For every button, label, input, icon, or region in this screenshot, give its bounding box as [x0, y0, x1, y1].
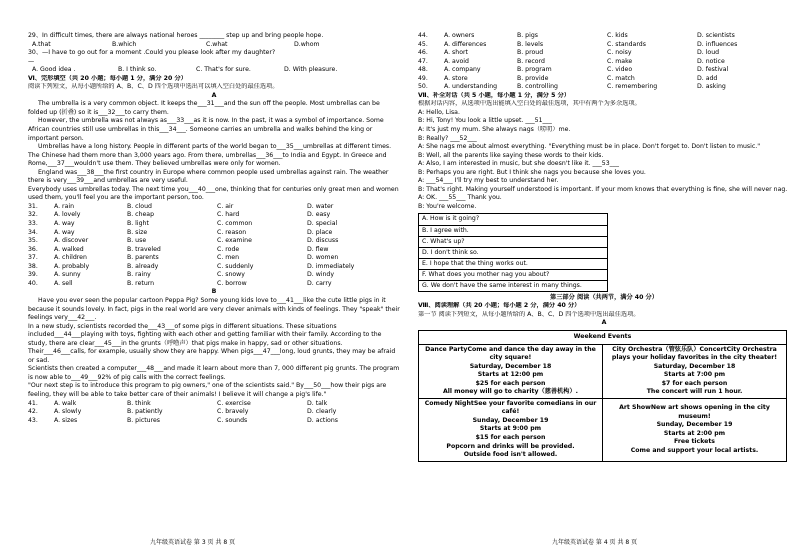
choice-item[interactable]: F. What does you mother nag you about?: [419, 270, 607, 281]
dialogue-line: B: You're welcome.: [418, 202, 477, 210]
dialogue-line: A: It's just my mum. She always nags（唠叨）me.: [418, 126, 571, 134]
option-d[interactable]: D. easy: [307, 211, 331, 219]
option-row: [28, 408, 400, 417]
option-d[interactable]: D. scientists: [697, 32, 735, 39]
option-c[interactable]: C. hard: [217, 211, 240, 219]
option-c[interactable]: C. examine: [217, 237, 252, 245]
option-d[interactable]: D. special: [307, 220, 338, 228]
question-number: 49.: [418, 74, 428, 82]
option-b[interactable]: B. provide: [517, 74, 549, 82]
option-d[interactable]: D. loud: [697, 49, 720, 57]
option-b[interactable]: B. controlling: [517, 83, 558, 91]
option-c[interactable]: C. snowy: [217, 271, 245, 279]
option-b[interactable]: B. parents: [127, 254, 159, 262]
question-number: 45.: [418, 40, 428, 48]
section8-instructions: 第一节 阅读下列短文，从每小题所给的 A、B、C、D 四个选项中选出最佳选项。: [418, 310, 640, 318]
dialogue-line: B: Well, all the parents like saying these words to their kids.: [418, 151, 604, 159]
option-c[interactable]: C. sounds: [217, 416, 248, 424]
option-a[interactable]: A. short: [444, 49, 468, 57]
option-a[interactable]: A. understanding: [444, 83, 498, 91]
event-time: Starts at 2:00 pm: [663, 429, 726, 437]
dialogue-line: A: ___54___ I'll try my best to understand her.: [418, 177, 559, 185]
option-row: [28, 254, 400, 263]
question-number: 42.: [28, 408, 38, 416]
option-a[interactable]: A. discover: [54, 237, 89, 245]
section6-title: Ⅵ、完形填空（共 20 小题；每小题 1 分，满分 20 分）: [28, 74, 187, 82]
option-a[interactable]: A. rain: [54, 202, 75, 210]
option-c[interactable]: C. remembering: [607, 83, 658, 91]
option-c[interactable]: C. standards: [607, 40, 646, 48]
option-c[interactable]: C. kids: [607, 32, 628, 39]
question-number: 43.: [28, 416, 38, 424]
option-c[interactable]: C. men: [217, 254, 240, 262]
event-price: Free tickets: [674, 438, 715, 446]
option-row: [28, 237, 400, 246]
question-number: 46.: [418, 49, 428, 57]
option-c[interactable]: C. rode: [217, 245, 240, 253]
left-page: [28, 32, 400, 425]
option-a[interactable]: A. walked: [54, 245, 84, 253]
passage-b-label: B: [211, 288, 217, 296]
option-a[interactable]: A. probably: [54, 262, 90, 270]
option-row: [28, 220, 400, 229]
event-note: The concert will run 1 hour.: [646, 388, 743, 396]
passage-b-para-3: Scientists then created a computer___48___and made it learn about more than 7, 000 different pig grunts. The program is now able to___49___92% of pig calls with the correct feelings.: [28, 365, 400, 381]
option-b[interactable]: B. return: [127, 279, 155, 287]
option-d[interactable]: D. windy: [307, 271, 334, 279]
question-number: 50.: [418, 83, 428, 91]
q29-options: [28, 41, 400, 50]
option-a[interactable]: A. lovely: [54, 211, 81, 219]
question-number: 31.: [28, 202, 38, 210]
option-d[interactable]: D. flew: [307, 245, 329, 253]
option-a[interactable]: A. avoid: [444, 57, 469, 65]
passage-b-para-4: "Our next step is to introduce this program to pig owners," one of the scientists said." By___50___how their pigs are feeling, they will be able to take better care of their animals! I believe it will change a pig's life.": [28, 382, 387, 398]
option-b[interactable]: B. think: [127, 399, 151, 407]
q29-option-d[interactable]: D.whom: [294, 40, 320, 48]
q30-answer-line: —: [28, 57, 35, 65]
question-number: 34.: [28, 228, 38, 236]
option-d[interactable]: D. clearly: [307, 408, 337, 416]
event-time: Starts at 7:00 pm: [663, 371, 726, 379]
passage-a-label: A: [211, 91, 217, 99]
section6-instructions: 阅读下列短文，从每小题所给的 A、B、C、D 四个选项中选出可以填入空白处的最佳选项。: [28, 83, 279, 91]
left-page-footer: 九年级英语试卷 第 3 页 共 8 页: [150, 539, 236, 546]
event-date: Sunday, December 19: [656, 421, 733, 429]
option-d[interactable]: D. talk: [307, 399, 328, 407]
q29-option-a[interactable]: A.that: [32, 40, 51, 48]
option-d[interactable]: D. carry: [307, 279, 332, 287]
option-b[interactable]: B. size: [127, 228, 148, 236]
passage-b-para-2: In a new study, scientists recorded the___43___of some pigs in different situations. These situations included___44___playing with toys, fighting with each other and getting familiar with their family. According to the study, there are clear___45___in the grunts（呼噜声）that pigs make in happy, sad or other situations. Their___46___calls, for example, usually show they are happy. When pigs___47___long, loud grunts, they may be afraid or sad.: [28, 322, 396, 364]
option-d[interactable]: D. women: [307, 254, 339, 262]
option-b[interactable]: B. use: [127, 237, 147, 245]
option-a[interactable]: A. way: [54, 228, 75, 236]
event-price: $7 for each person: [661, 379, 728, 387]
option-d[interactable]: D. place: [307, 228, 333, 236]
event-title: City Orchestra（管弦乐队）ConcertCity Orchestra plays your holiday favorites in the city theater!: [611, 345, 778, 362]
part3-title: 第三部分 阅读（共两节，满分 40 分）: [550, 293, 658, 301]
option-b[interactable]: B. rainy: [127, 271, 151, 279]
weekend-events-table: [418, 330, 787, 462]
option-a[interactable]: A. walk: [54, 399, 77, 407]
option-d[interactable]: D. festival: [697, 66, 729, 74]
reading-a-label: A: [601, 319, 607, 327]
dialogue-line: B: Perhaps you are right. But I think she nags you because she loves you.: [418, 168, 646, 176]
option-row: [28, 229, 400, 238]
table-header: Weekend Events: [419, 331, 787, 345]
choice-item[interactable]: E. I hope that the thing works out.: [419, 259, 607, 270]
question-number: 41.: [28, 399, 38, 407]
event-title: Comedy NightSee your favorite comedians in our café!: [424, 399, 597, 416]
option-a[interactable]: A. company: [444, 66, 481, 74]
dialogue-choices-box: [418, 213, 608, 291]
option-a[interactable]: A. children: [54, 254, 87, 262]
event-date: Saturday, December 18: [653, 362, 736, 370]
option-row: [418, 49, 790, 58]
passage-a-para-2: However, the umbrella was not always as___33___as it is now. In the past, it was a symbol of importance. Some African countries still use umbrellas in this___34___. Someone carries an umbrella and walks behind the king or important person.: [28, 117, 384, 142]
option-row: [418, 32, 790, 41]
choice-item[interactable]: C. What's up?: [419, 237, 607, 248]
dialogue-line: A: She nags me about almost everything. "Everything must be in place. Don't forget to. Don't listen to music.": [418, 143, 761, 151]
question-number: 36.: [28, 245, 38, 253]
option-b[interactable]: B. program: [517, 66, 552, 74]
section8-title: Ⅷ、阅读理解（共 20 小题；每小题 2 分，满分 40 分）: [418, 302, 581, 310]
q30-option-d[interactable]: D. With pleasure.: [284, 66, 338, 74]
option-b[interactable]: B. cloud: [127, 202, 152, 210]
option-c[interactable]: C. borrow: [217, 279, 247, 287]
option-b[interactable]: B. patiently: [127, 408, 163, 416]
option-b[interactable]: B. already: [127, 262, 159, 270]
option-row: [418, 58, 790, 67]
q30-option-c[interactable]: C. That's for sure.: [196, 66, 251, 74]
dialogue-line: A: OK. ___55___ Thank you.: [418, 194, 502, 202]
q30-option-b[interactable]: B. I think so.: [118, 66, 157, 74]
option-d[interactable]: D. asking: [697, 83, 726, 91]
question-number: 33.: [28, 220, 38, 228]
q30-stem: 30、—I have to go out for a moment .Could you please look after my daughter?: [28, 49, 276, 57]
right-page: [418, 32, 790, 462]
q30-options: [28, 66, 400, 75]
option-row: [28, 263, 400, 272]
option-b[interactable]: B. traveled: [127, 245, 161, 253]
section7-title: Ⅶ、补全对话（共 5 小题，每小题 1 分，满分 5 分）: [418, 91, 570, 99]
question-number: 32.: [28, 211, 38, 219]
option-b[interactable]: B. pigs: [517, 32, 538, 39]
option-row: [28, 400, 400, 409]
option-row: [418, 75, 790, 84]
question-number: 48.: [418, 66, 428, 74]
option-c[interactable]: C. bravely: [217, 408, 249, 416]
option-c[interactable]: C. suddenly: [217, 262, 254, 270]
question-number: 40.: [28, 279, 38, 287]
passage-a-para-5: Everybody uses umbrellas today. The next time you___40___one, thinking that for centuries only great men and women used them, you'll feel you are the important person, too.: [28, 185, 399, 202]
option-c[interactable]: C. match: [607, 74, 635, 82]
option-row: [28, 280, 400, 289]
option-a[interactable]: A. store: [444, 74, 468, 82]
event-time: Starts at 9:00 pm: [479, 425, 542, 433]
passage-a-para-3: Umbrellas have a long history. People in different parts of the world began to___35___umbrellas at different times. The Chinese had them more than 3,000 years ago. From there, umbrellas___36___to India and Egypt. In Greece and Rome,___37___wouldn't use them. They believed umbrellas were only for women.: [28, 143, 392, 168]
dialogue-line: B: Hi, Tony! You look a little upset. ___51___: [418, 117, 552, 125]
option-row: [28, 246, 400, 255]
question-number: 37.: [28, 254, 38, 262]
question-number: 44.: [418, 32, 428, 39]
q30-option-a[interactable]: A. Good idea .: [32, 66, 76, 74]
event-note: Outside food isn't allowed.: [463, 451, 558, 459]
event-cell-dance-party: [419, 344, 603, 398]
option-b[interactable]: B. levels: [517, 40, 544, 48]
section7-instructions: 根据对话内容，从选项中选出能填入空白处的最佳选项，其中有两个为多余选项。: [418, 100, 641, 108]
option-a[interactable]: A. way: [54, 220, 75, 228]
option-row: [418, 83, 790, 92]
event-title: Art ShowNew art shows opening in the city museum!: [619, 404, 770, 420]
choice-item[interactable]: B. I agree with.: [419, 226, 607, 237]
option-row: [28, 211, 400, 220]
option-b[interactable]: B. record: [517, 57, 545, 65]
dialogue-line: A: Hello, Lisa.: [418, 108, 460, 116]
q29-option-b[interactable]: B.which: [112, 40, 137, 48]
option-row: [418, 41, 790, 50]
option-c[interactable]: C. exercise: [217, 399, 251, 407]
option-b[interactable]: B. proud: [517, 49, 544, 57]
option-c[interactable]: C. reason: [217, 228, 247, 236]
option-c[interactable]: C. air: [217, 202, 234, 210]
option-d[interactable]: D. notice: [697, 57, 725, 65]
option-a[interactable]: A. sizes: [54, 416, 78, 424]
event-cell-orchestra: [603, 344, 787, 398]
option-c[interactable]: C. common: [217, 220, 253, 228]
option-row: [28, 271, 400, 280]
dialogue-line: B: Really? ___52___: [418, 134, 477, 142]
event-date: Saturday, December 18: [469, 362, 552, 370]
event-price: $25 for each person: [475, 379, 546, 387]
option-row: [28, 203, 400, 212]
passage-a-para-1: The umbrella is a very common object. It keeps the___31___and the sun off the people. Most umbrellas can be folded up (折叠) so it is___32___to carry them.: [28, 100, 380, 116]
event-time: Starts at 12:00 pm: [477, 371, 544, 379]
option-d[interactable]: D. add: [697, 74, 718, 82]
option-d[interactable]: D. immediately: [307, 262, 355, 270]
option-a[interactable]: A. owners: [444, 32, 475, 39]
option-d[interactable]: D. influences: [697, 40, 738, 48]
event-title: Dance PartyCome and dance the day away in the city square!: [425, 345, 596, 362]
event-note: Come and support your local artists.: [630, 446, 759, 454]
option-d[interactable]: D. actions: [307, 416, 338, 424]
question-number: 39.: [28, 271, 38, 279]
right-page-footer: 九年级英语试卷 第 4 页 共 8 页: [552, 539, 638, 546]
options-b-list: [28, 400, 400, 426]
option-a[interactable]: A. slowly: [54, 408, 82, 416]
option-d[interactable]: D. discuss: [307, 237, 339, 245]
option-row: [28, 417, 400, 426]
option-c[interactable]: C. noisy: [607, 49, 632, 57]
question-number: 47.: [418, 57, 428, 65]
choice-item[interactable]: G. We don't have the same interest in many things.: [422, 281, 582, 289]
option-b[interactable]: B. light: [127, 220, 149, 228]
option-row: [418, 66, 790, 75]
option-d[interactable]: D. water: [307, 202, 334, 210]
event-note: All money will go to charity（慈善机构）.: [443, 388, 578, 396]
event-price: $15 for each person: [475, 434, 546, 442]
option-b[interactable]: B. cheap: [127, 211, 155, 219]
options-a-list: [28, 203, 400, 288]
event-cell-art-show: [603, 398, 787, 461]
passage-b-para-1: Have you ever seen the popular cartoon Peppa Pig? Some young kids love to___41___like the cute little pigs in it because it sounds lovely. In fact, pigs in the real world are very clever animals with kinds of feelings. They "speak" their feelings very___42___.: [28, 296, 400, 322]
q29-option-c[interactable]: C.what: [206, 40, 228, 48]
options-b2-list: [418, 32, 790, 92]
option-c[interactable]: C. video: [607, 66, 633, 74]
passage-a-para-4: England was___38___the first country in Europe where common people used umbrellas against rain. The weather there is very___39___and umbrellas are very useful.: [28, 168, 389, 185]
question-number: 38.: [28, 262, 38, 270]
choice-item[interactable]: A. How is it going?: [419, 214, 607, 225]
event-cell-comedy-night: [419, 398, 603, 461]
dialogue: [418, 109, 790, 212]
q29-stem: 29、In difficult times, there are always national heroes ________ step up and bring people hope.: [28, 32, 324, 39]
question-number: 35.: [28, 237, 38, 245]
dialogue-line: A: Also, I am interested in music, but she doesn't like it. ___53___: [418, 160, 619, 168]
option-b[interactable]: B. pictures: [127, 416, 161, 424]
choice-item[interactable]: D. I don't think so.: [419, 248, 607, 259]
option-a[interactable]: A. sell: [54, 279, 73, 287]
event-note: Popcorn and drinks will be provided.: [446, 442, 575, 450]
option-a[interactable]: A. differences: [444, 40, 487, 48]
option-a[interactable]: A. sunny: [54, 271, 81, 279]
dialogue-line: B: That's right. Making yourself understood is important. If your mom knows that everything is fine, she will never nag.: [418, 185, 788, 193]
option-c[interactable]: C. make: [607, 57, 633, 65]
event-date: Sunday, December 19: [472, 416, 549, 424]
